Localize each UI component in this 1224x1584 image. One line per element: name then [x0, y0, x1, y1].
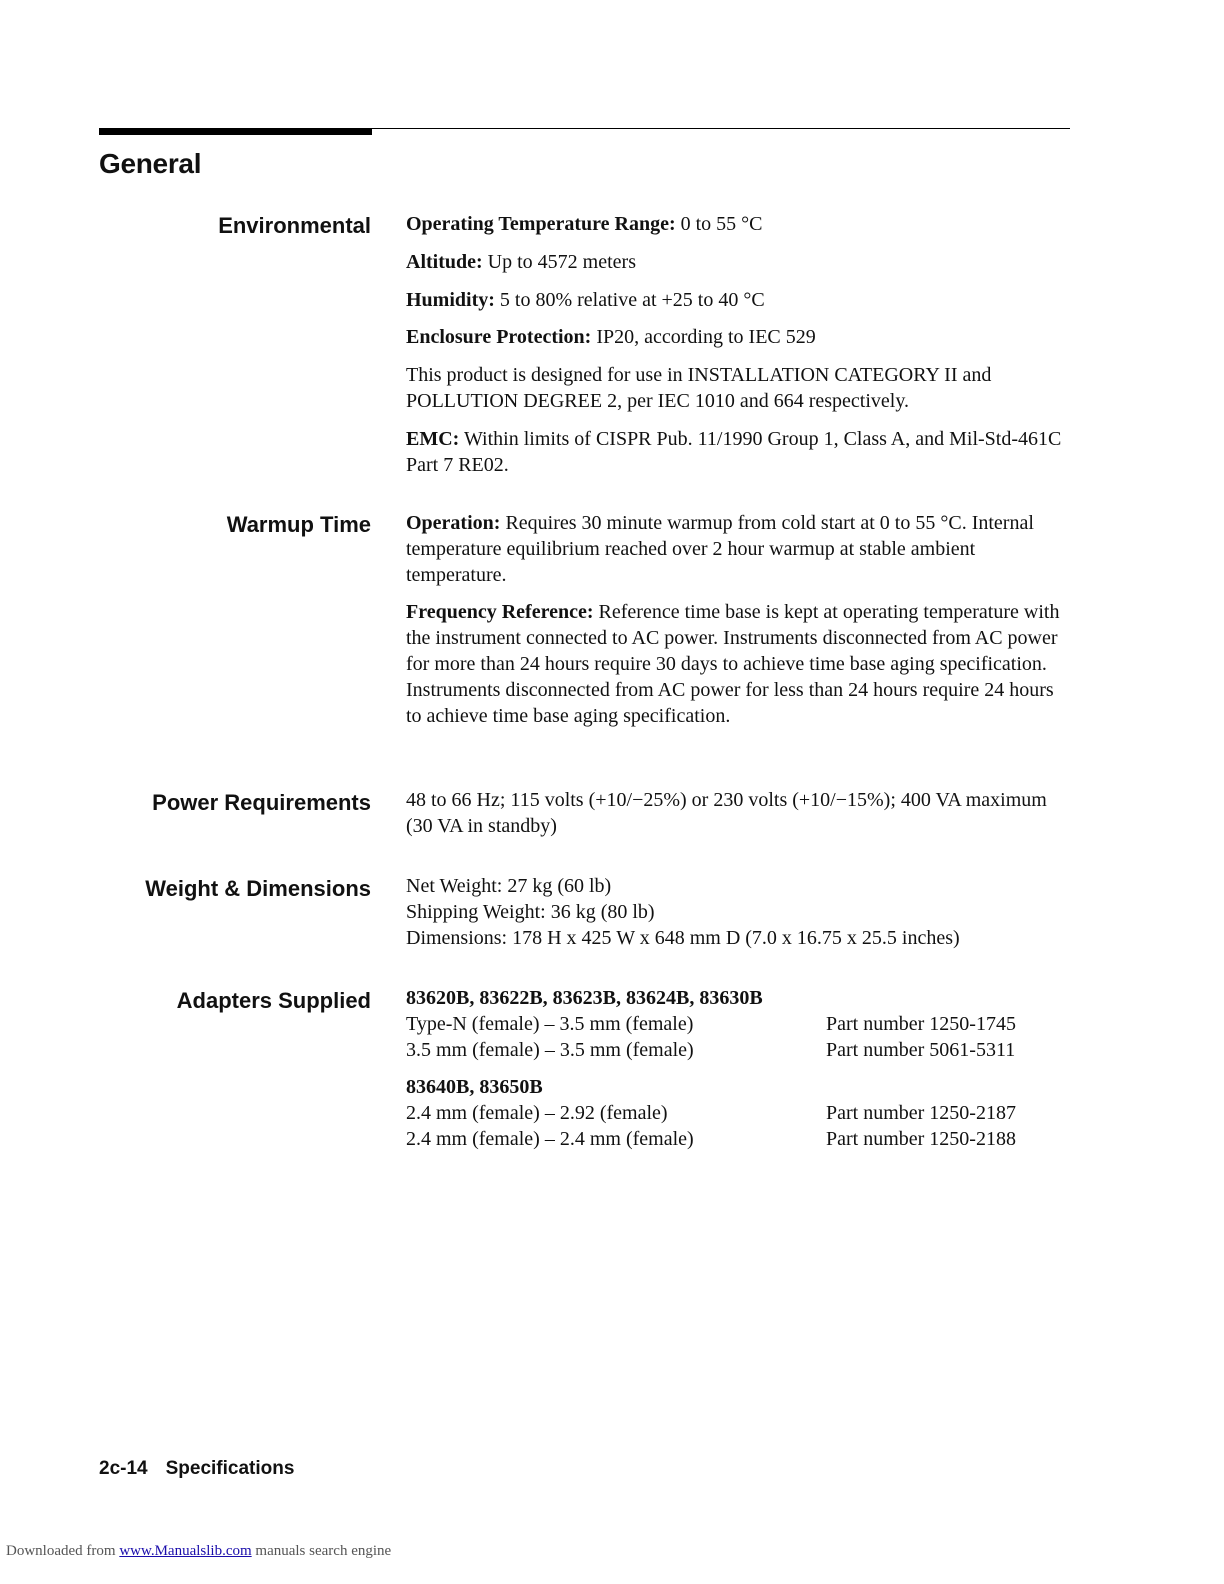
section-heading-power: Power Requirements [152, 790, 371, 815]
adapter-part-number: Part number 1250-2187 [826, 1102, 1016, 1125]
adapter-name: 3.5 mm (female) – 3.5 mm (female) [406, 1038, 694, 1061]
net-weight: Net Weight: 27 kg (60 lb) [406, 875, 612, 897]
adapter-row [406, 1127, 1070, 1153]
section-heading-environmental: Environmental [218, 213, 371, 238]
adapter-row [406, 1012, 1070, 1038]
adapter-name: 2.4 mm (female) – 2.92 (female) [406, 1102, 668, 1125]
download-prefix: Downloaded from [6, 1543, 120, 1559]
adapter-name: Type-N (female) – 3.5 mm (female) [406, 1012, 694, 1035]
warmup-operation: Operation: Requires 30 minute warmup from cold start at 0 to 55 °C. Internal temperature equilibrium reached over 2 hour warmup at stable ambient temperature. [406, 512, 1034, 586]
manualslib-link[interactable]: www.Manualslib.com [119, 1543, 252, 1559]
footer-section-name: Specifications [165, 1458, 295, 1479]
download-notice [6, 1543, 391, 1560]
frequency-reference: Frequency Reference: Reference time base is kept at operating temperature with the instrument connected to AC power. Instruments disconnected from AC power for more than 24 hours require 30 days to achieve time base aging specification. Instruments disconnected from AC power for less than 24 hours require 24 hours to achieve time base aging specification. [406, 601, 1060, 727]
page-title: General [99, 148, 202, 179]
adapter-part-number: Part number 1250-1745 [826, 1012, 1016, 1035]
adapter-part-number: Part number 5061-5311 [826, 1038, 1016, 1061]
installation-category: This product is designed for use in INSTALLATION CATEGORY II and POLLUTION DEGREE 2, per IEC 1010 and 664 respectively. [406, 364, 992, 412]
page-number: 2c-14 [99, 1458, 148, 1479]
enclosure-protection: Enclosure Protection: IP20, according to IEC 529 [406, 326, 816, 349]
emc: EMC: Within limits of CISPR Pub. 11/1990 Group 1, Class A, and Mil-Std-461C Part 7 RE02. [406, 427, 1062, 476]
warmup-body [406, 511, 1070, 741]
adapter-group-title: 83620B, 83622B, 83623B, 83624B, 83630B [406, 987, 763, 1009]
shipping-weight: Shipping Weight: 36 kg (80 lb) [406, 900, 655, 923]
section-heading-weight: Weight & Dimensions [145, 876, 371, 901]
altitude: Altitude: Up to 4572 meters [406, 250, 636, 273]
environmental-body [406, 212, 1070, 490]
adapter-row [406, 1038, 1070, 1064]
power-body [406, 788, 1070, 852]
power-requirements-text: 48 to 66 Hz; 115 volts (+10/−25%) or 230 volts (+10/−15%); 400 VA maximum (30 VA in standby) [406, 789, 1047, 837]
section-heading-adapters: Adapters Supplied [176, 988, 371, 1013]
page-footer [99, 1458, 294, 1480]
humidity: Humidity: 5 to 80% relative at +25 to 40 °C [406, 288, 765, 311]
adapter-group-title: 83640B, 83650B [406, 1076, 543, 1099]
adapters-body [406, 986, 1070, 1153]
adapter-row [406, 1101, 1070, 1127]
adapter-part-number: Part number 1250-2188 [826, 1127, 1016, 1150]
operating-temperature: Operating Temperature Range: 0 to 55 °C [406, 213, 763, 235]
section-heading-warmup: Warmup Time [226, 512, 371, 537]
header-rule-accent [99, 128, 372, 135]
dimensions: Dimensions: 178 H x 425 W x 648 mm D (7.0 x 16.75 x 25.5 inches) [406, 926, 960, 949]
weight-body [406, 874, 1070, 951]
group-spacer [406, 1063, 1070, 1075]
download-suffix: manuals search engine [251, 1543, 392, 1559]
adapter-name: 2.4 mm (female) – 2.4 mm (female) [406, 1127, 694, 1150]
